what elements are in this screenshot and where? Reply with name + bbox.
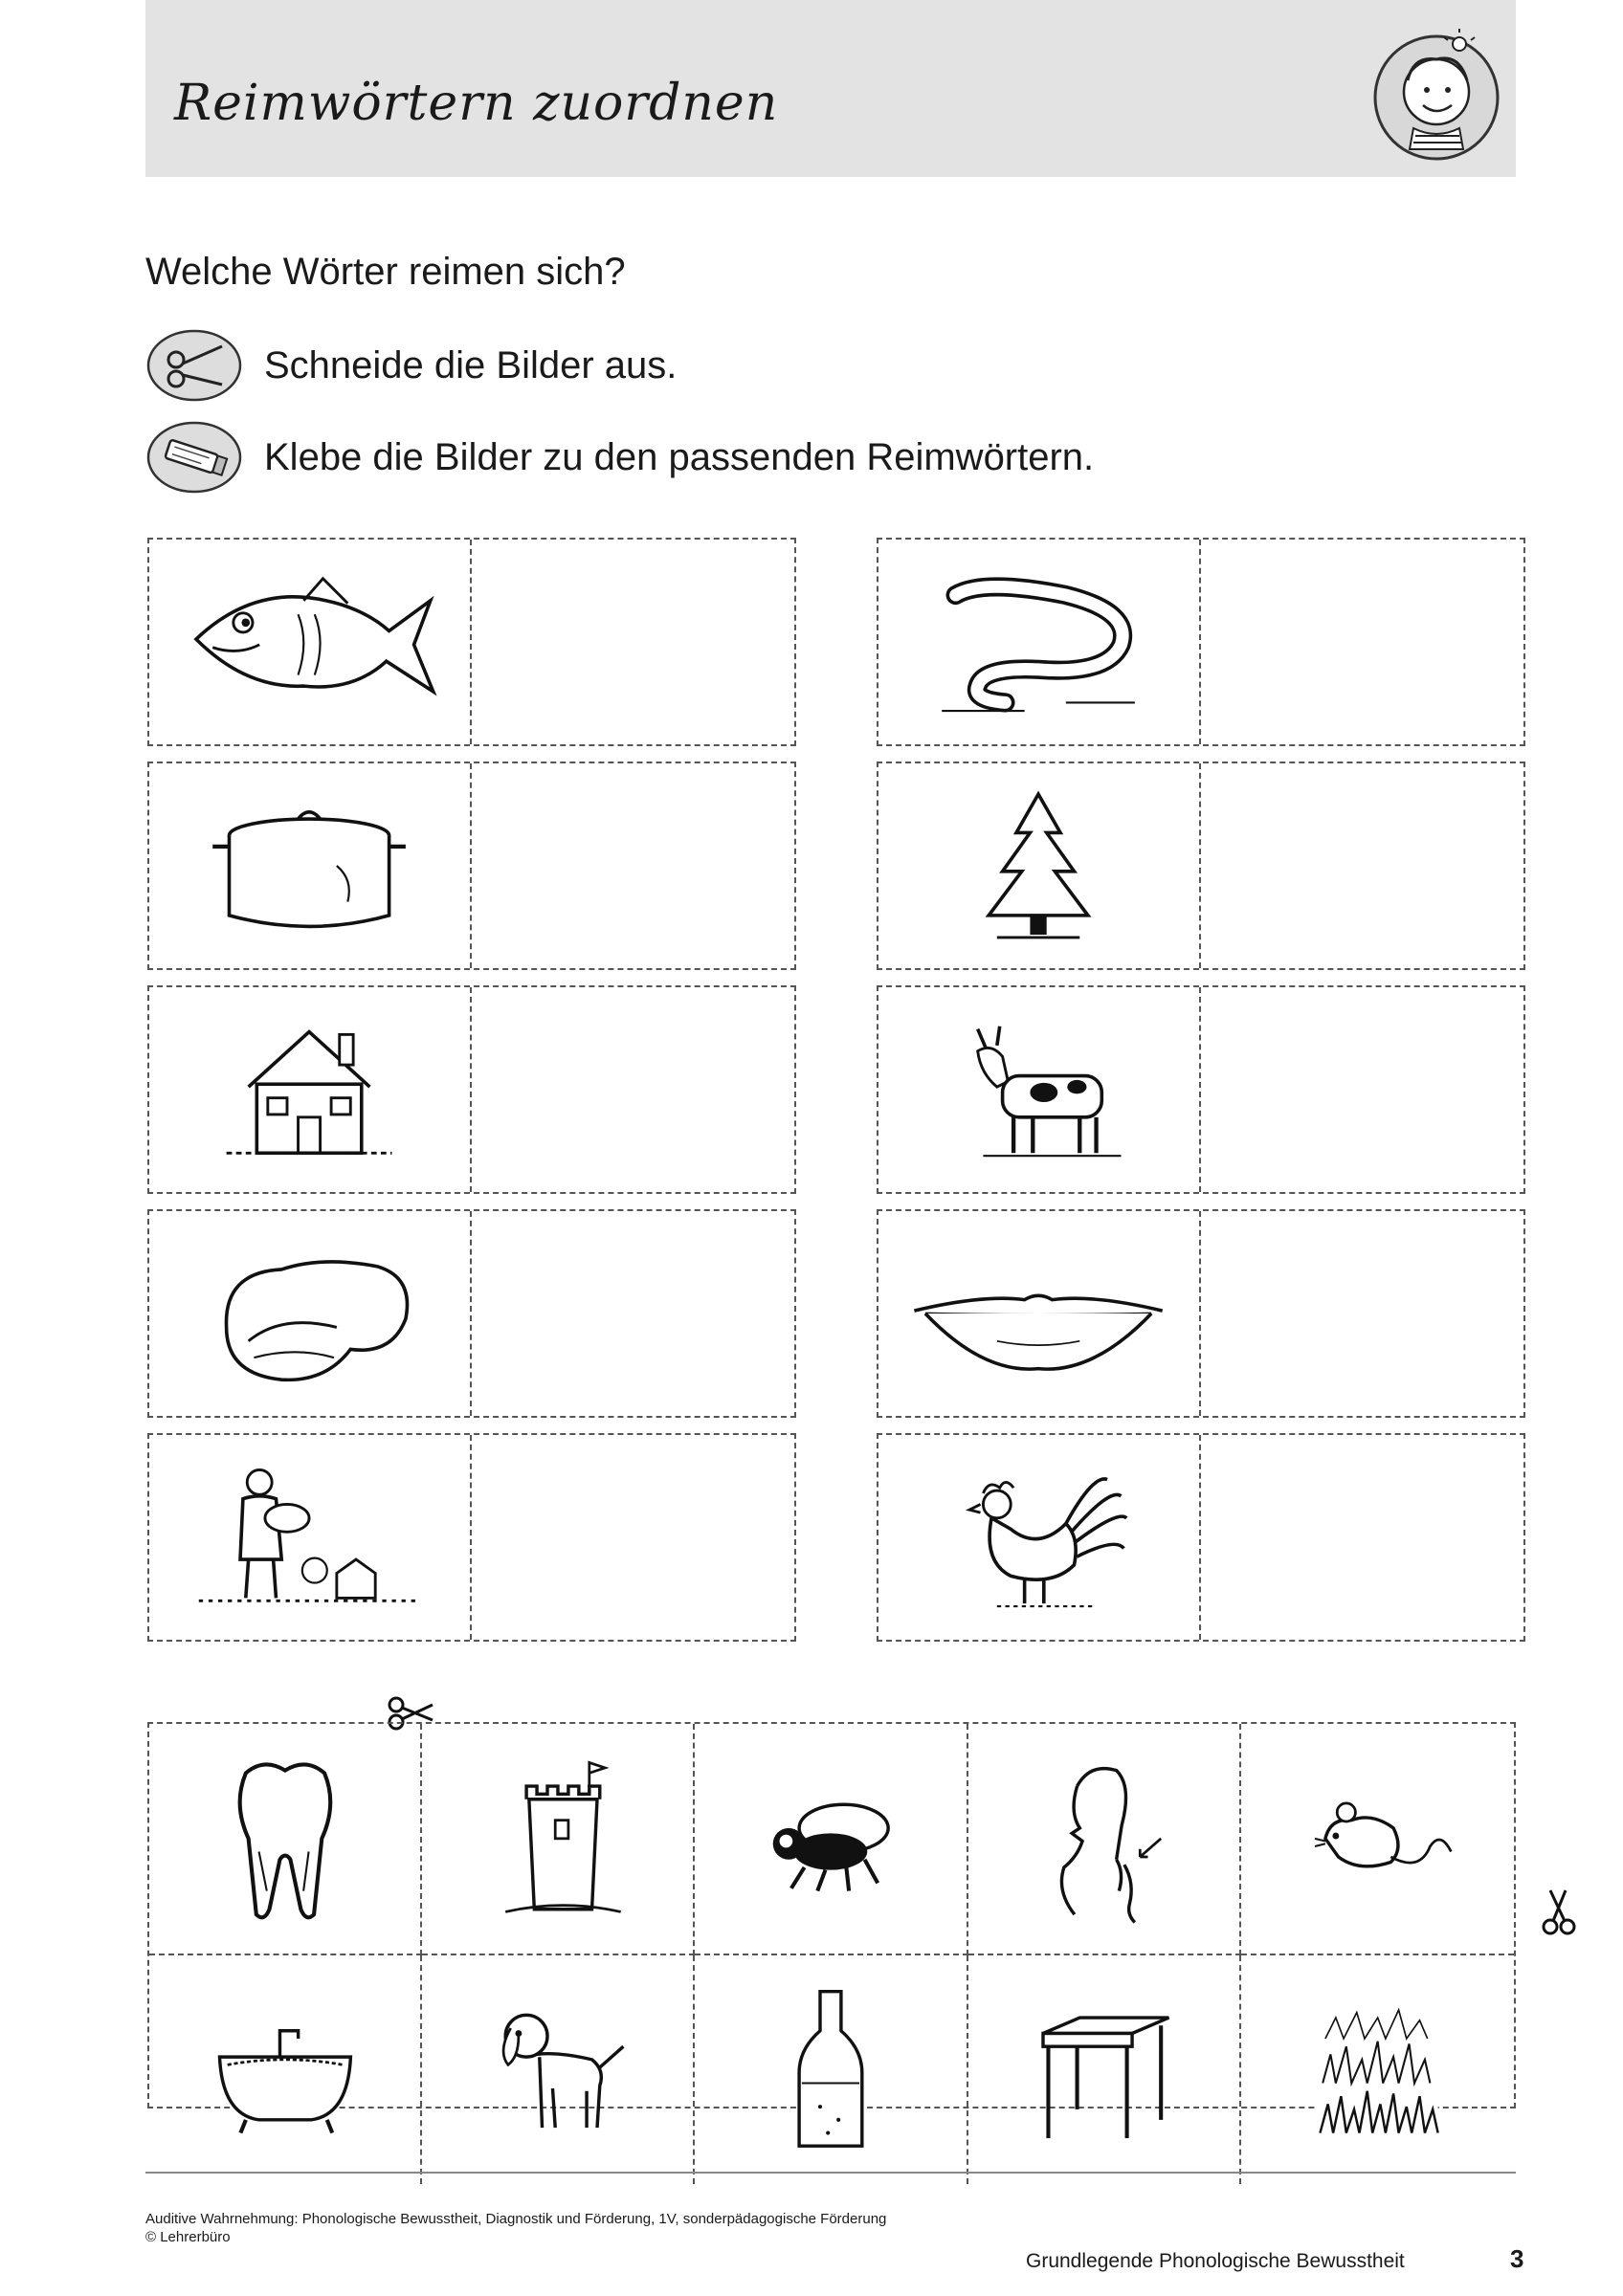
match-card: [147, 762, 796, 970]
paste-slot: [472, 540, 794, 744]
cutout-card[interactable]: [149, 1955, 422, 2185]
house-icon: [171, 1002, 447, 1178]
cutout-grid: [147, 1722, 1516, 2108]
footer-divider: [145, 2172, 1516, 2174]
paste-slot: [1201, 987, 1523, 1192]
bottle-icon: [733, 1978, 928, 2162]
match-card: [877, 985, 1525, 1194]
paste-slot: [1201, 1435, 1523, 1640]
match-card: [147, 538, 796, 746]
card-picture: [149, 1435, 472, 1640]
cutout-card[interactable]: [1241, 1955, 1514, 2185]
instruction-glue-text: Klebe die Bilder zu den passenden Reimwörtern.: [264, 435, 1095, 478]
card-picture: [878, 987, 1201, 1192]
dog-icon: [460, 1978, 656, 2162]
card-picture: [878, 540, 1201, 744]
instruction-cut-text: Schneide die Bilder aus.: [264, 343, 678, 386]
card-picture: [149, 987, 472, 1192]
tooth-icon: [188, 1747, 383, 1931]
rooster-icon: [900, 1449, 1176, 1625]
question-text: Welche Wörter reimen sich?: [145, 251, 626, 293]
fir-tree-icon: [900, 778, 1176, 954]
paste-slot: [1201, 1211, 1523, 1416]
cutout-card[interactable]: [695, 1955, 967, 2185]
cutout-card[interactable]: [422, 1724, 695, 1955]
match-card: [147, 985, 796, 1194]
match-card: [147, 1209, 796, 1418]
scissors-icon: [1531, 1887, 1585, 1940]
paste-slot: [472, 763, 794, 968]
page-number: 3: [1510, 2244, 1524, 2273]
instruction-cut: [145, 327, 677, 404]
worm-icon: [900, 554, 1176, 730]
card-picture: [878, 1211, 1201, 1416]
paste-slot: [472, 1211, 794, 1416]
cutout-card[interactable]: [695, 1724, 967, 1955]
cutout-card[interactable]: [968, 1724, 1241, 1955]
goat-icon: [900, 1002, 1176, 1178]
card-picture: [149, 1211, 472, 1416]
card-picture: [149, 540, 472, 744]
instruction-glue: [145, 419, 1094, 496]
match-card: [877, 538, 1525, 746]
cutout-card[interactable]: [1241, 1724, 1514, 1955]
table-icon: [1006, 1978, 1201, 2162]
footer-source-line1: Auditive Wahrnehmung: Phonologische Bewusstheit, Diagnostik und Förderung, 1V, sonderpädagogische Förderung: [145, 2211, 887, 2227]
match-card: [147, 1433, 796, 1642]
sock-icon: [171, 1225, 447, 1402]
card-picture: [878, 763, 1201, 968]
header-band: [145, 0, 1516, 177]
boy-with-lightbulb-icon: [1364, 21, 1509, 166]
footer-source: [145, 2210, 1007, 2246]
card-picture: [149, 763, 472, 968]
page-title: Reimwörtern zuordnen: [174, 75, 779, 132]
grass-icon: [1279, 1978, 1476, 2162]
match-card: [877, 1209, 1525, 1418]
lips-icon: [900, 1225, 1176, 1402]
scissors-icon: [145, 327, 243, 404]
paste-slot: [1201, 540, 1523, 744]
paste-slot: [472, 1435, 794, 1640]
cutout-card[interactable]: [968, 1955, 1241, 2185]
braid-icon: [1006, 1747, 1201, 1931]
paste-slot: [1201, 763, 1523, 968]
mouse-icon: [1279, 1747, 1476, 1931]
paste-slot: [472, 987, 794, 1192]
match-card: [877, 762, 1525, 970]
footer-source-line2: © Lehrerbüro: [145, 2229, 231, 2245]
fly-icon: [733, 1747, 928, 1931]
fish-icon: [171, 554, 447, 730]
pot-icon: [171, 778, 447, 954]
footer-section: Grundlegende Phonologische Bewusstheit: [1026, 2250, 1405, 2272]
bathtub-icon: [188, 1978, 383, 2162]
card-picture: [878, 1435, 1201, 1640]
tower-icon: [460, 1747, 656, 1931]
cutout-card[interactable]: [422, 1955, 695, 2185]
giant-icon: [171, 1449, 447, 1625]
match-card: [877, 1433, 1525, 1642]
cutout-card[interactable]: [149, 1724, 422, 1955]
glue-stick-icon: [145, 419, 243, 496]
